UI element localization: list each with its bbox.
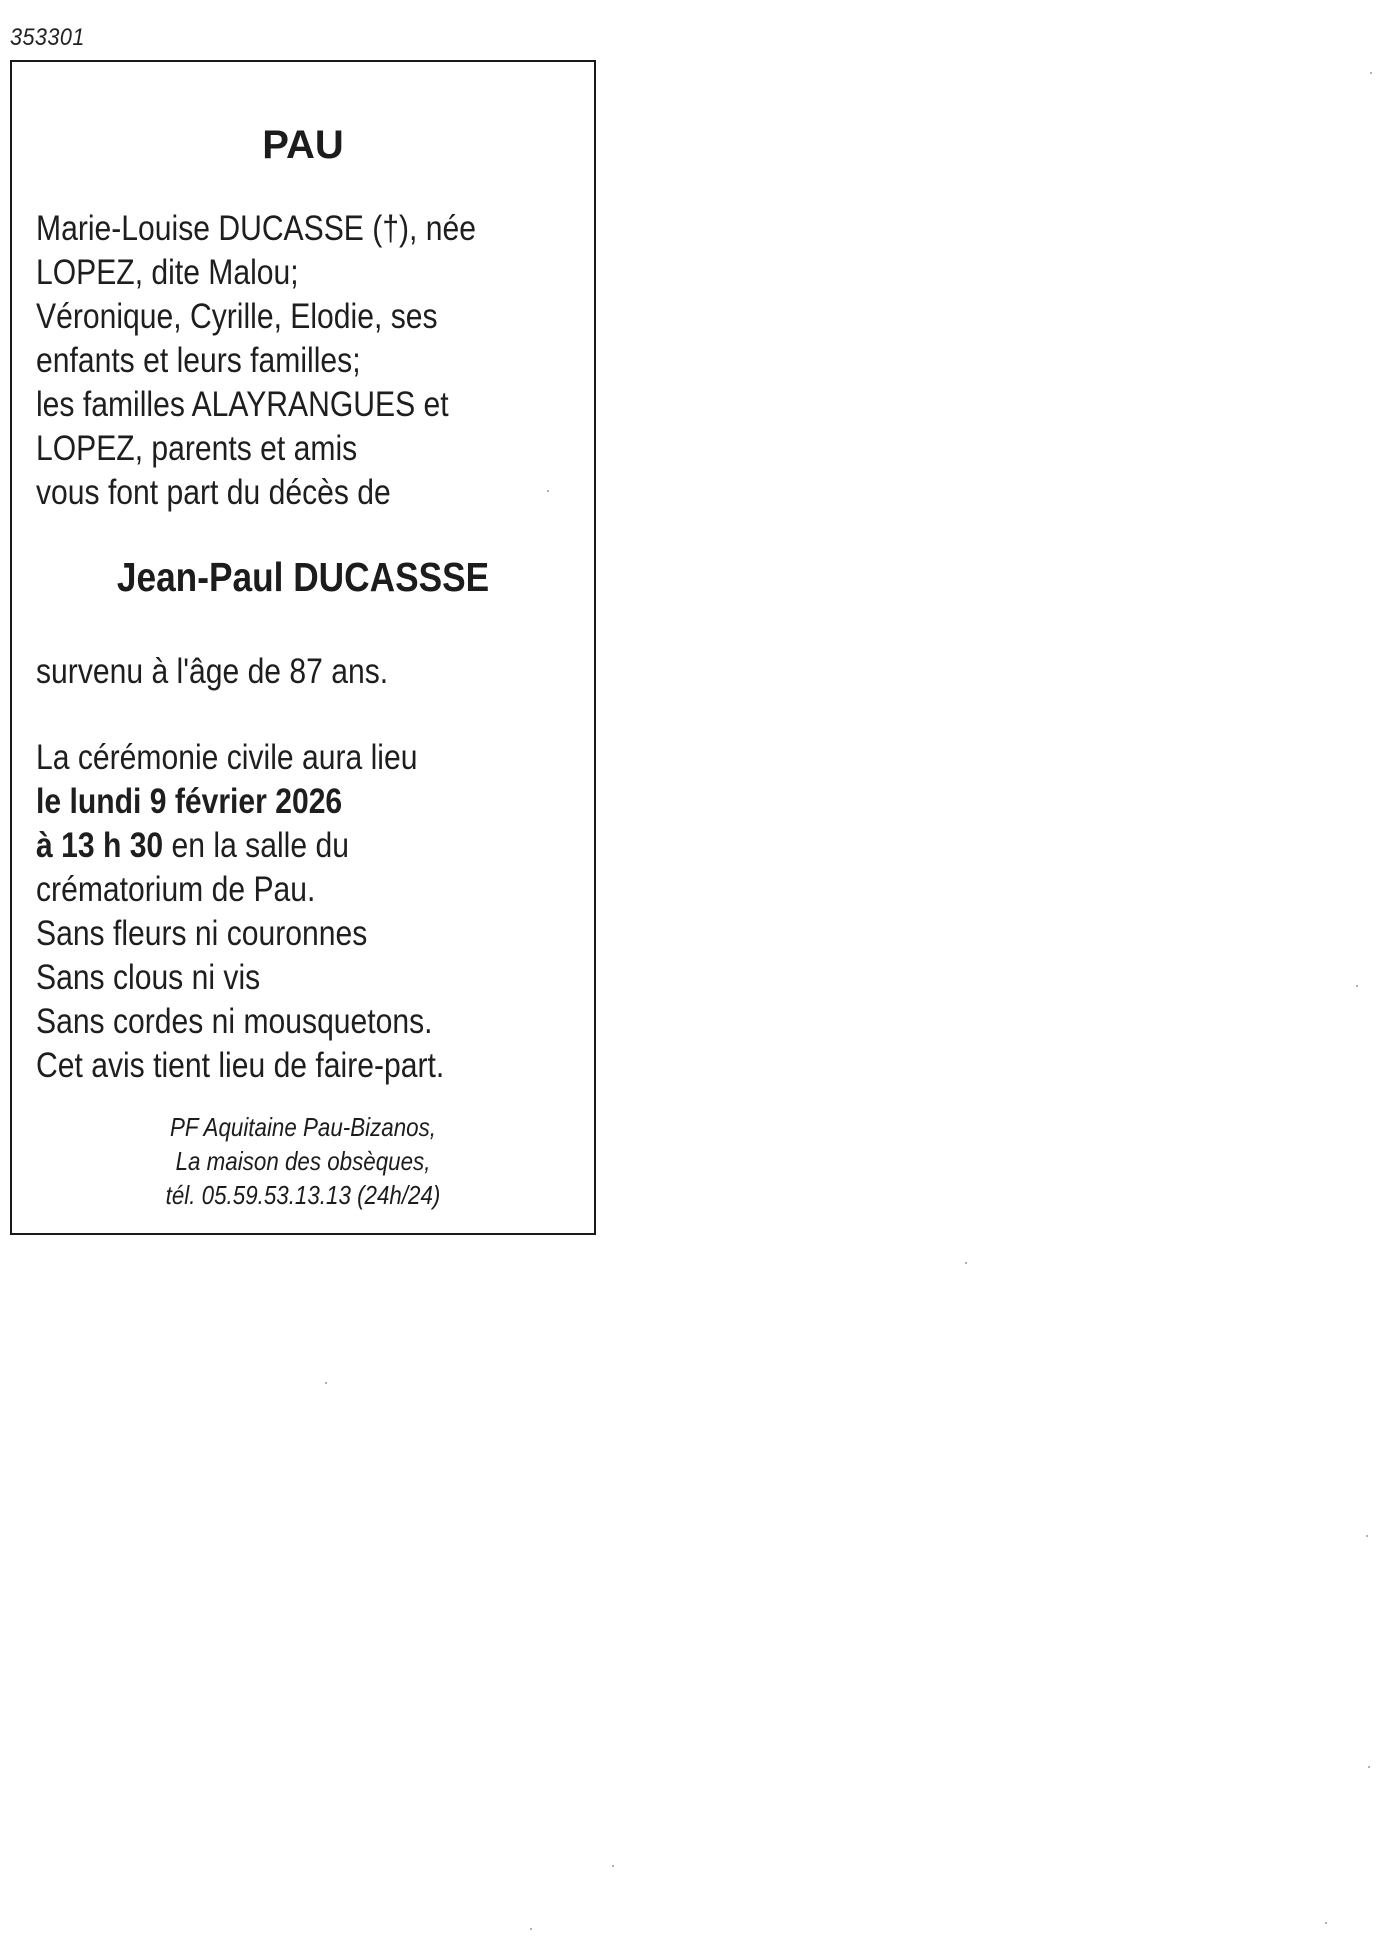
scan-speck [547,490,549,492]
scan-speck [1366,1535,1368,1537]
scan-speck [1368,1766,1370,1768]
scan-speck [612,1865,614,1867]
closing-line: Sans clous ni vis [36,958,261,997]
ceremony-date [36,784,342,819]
scan-speck [325,1382,327,1384]
ceremony-time: à 13 h 30 [36,826,164,865]
ceremony-venue: crématorium de Pau. [36,870,316,909]
ceremony-intro: La cérémonie civile aura lieu [36,738,418,777]
closing-line: Sans fleurs ni couronnes [36,914,368,953]
scan-speck [1325,1922,1327,1924]
age-line: survenu à l'âge de 87 ans. [36,652,389,691]
family-line: Véronique, Cyrille, Elodie, ses [36,297,438,336]
family-line: LOPEZ, dite Malou; [36,253,299,292]
scan-speck [965,1262,967,1264]
scan-speck [530,1928,532,1930]
funeral-home-phone: tél. 05.59.53.13.13 (24h/24) [165,1180,441,1210]
scan-speck [1356,985,1358,987]
obituary-notice [10,60,596,1235]
ceremony-place: en la salle du [163,826,349,865]
closing-line: Sans cordes ni mousquetons. [36,1002,433,1041]
closing-line: Cet avis tient lieu de faire-part. [36,1046,445,1085]
deceased-name: Jean-Paul DUCASSSE [116,554,490,600]
family-line: Marie-Louise DUCASSE (†), née [36,209,476,248]
scan-speck [1370,72,1372,74]
funeral-home-name: PF Aquitaine Pau-Bizanos, [169,1112,436,1142]
funeral-home-tagline: La maison des obsèques, [175,1146,431,1176]
ceremony-time-line [36,828,349,863]
family-line: enfants et leurs familles; [36,341,361,380]
town-heading: PAU [262,123,344,167]
family-line: les familles ALAYRANGUES et [36,385,449,424]
reference-number: 353301 [10,24,85,51]
family-line: vous font part du décès de [36,473,391,512]
ceremony-date-text: le lundi 9 février 2026 [36,782,343,821]
family-line: LOPEZ, parents et amis [36,429,358,468]
